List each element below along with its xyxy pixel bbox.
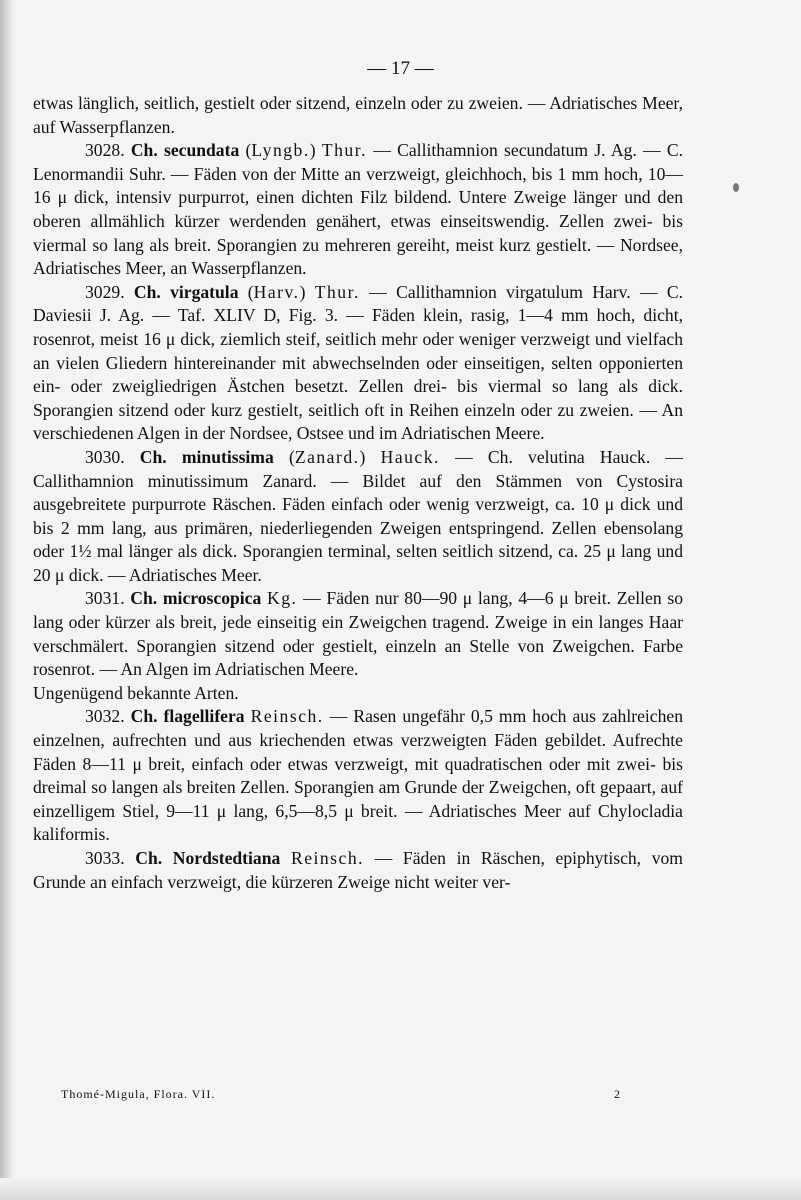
author-abbrev: Reinsch. <box>290 848 365 868</box>
text-run: etwas länglich, seitlich, gestielt oder sitzend, einzeln oder zu zweien. — Adriatisches Meer, auf Wasserpflanzen. <box>33 93 683 137</box>
footer-signature: Thomé-Migula, Flora. VII. <box>61 1087 216 1101</box>
author-abbrev: Thur. <box>321 140 368 161</box>
scan-edge-shadow <box>0 0 14 1200</box>
species-name: Ch. flagellifera <box>130 706 245 727</box>
footer-sheet-number: 2 <box>614 1087 621 1101</box>
page-number: — 17 — <box>367 58 434 79</box>
author-abbrev: Lyngb. <box>251 140 310 161</box>
body-paragraph <box>33 281 683 446</box>
scan-bottom-edge <box>0 1178 801 1200</box>
text-run: ) <box>359 446 381 467</box>
text-run: ) <box>299 281 315 302</box>
text-run: 3033. <box>85 848 136 868</box>
text-run: ( <box>273 446 295 467</box>
body-paragraph <box>33 847 683 894</box>
author-abbrev: Reinsch. <box>250 706 324 727</box>
page-body <box>33 92 683 894</box>
body-paragraph <box>33 705 683 847</box>
text-run: 3030. <box>85 446 140 467</box>
text-run: 3031. <box>85 588 131 609</box>
species-name: Ch. minutissima <box>139 446 274 467</box>
text-run <box>280 848 291 868</box>
body-paragraph <box>33 446 683 588</box>
body-paragraph <box>33 587 683 681</box>
text-run: 3032. <box>85 706 131 727</box>
text-run: — Fäden nur 80—90 μ lang, 4—6 μ breit. Zellen so lang oder kürzer als breit, jede einseitig ein Zweigchen tragend. Zweige in ein langes Haar verschmälert. Sporangien sitzend oder gestielt, einzeln an Stelle von Zweigchen. Farbe rosenrot. — An Algen im Adriatischen Meere. <box>33 588 684 680</box>
species-name: Ch. Nordstedtiana <box>135 848 281 868</box>
text-run: — Rasen ungefähr 0,5 mm hoch aus zahlreichen einzelnen, aufrechten und aus kriechenden etwas verzweigten Fäden gebildet. Aufrechte Fäden 8—11 μ breit, einfach oder etwas verzweigt, mit quadratischen oder mit zwei- bis dreimal so langen als breiten Zellen. Sporangien am Grunde der Zweigchen, oft gepaart, auf einzelligem Stiel, 9—11 μ lang, 6,5—8,5 μ breit. — Adriatisches Meer auf Chylocladia kaliformis. <box>33 706 684 845</box>
species-name: Ch. secundata <box>130 140 240 161</box>
text-run: 3029. <box>85 281 134 302</box>
body-paragraph <box>33 139 683 281</box>
species-name: Ch. virgatula <box>133 281 239 302</box>
text-run: ( <box>238 281 254 302</box>
author-abbrev: Hauck. <box>380 446 440 467</box>
print-speck <box>733 183 739 192</box>
author-abbrev: Kg. <box>267 588 298 609</box>
text-run: ) <box>309 140 322 161</box>
body-paragraph <box>33 92 683 139</box>
text-run: — Callithamnion virgatulum Harv. — C. Daviesii J. Ag. — Taf. XLIV D, Fig. 3. — Fäden klein, rasig, 1—4 mm hoch, dicht, rosenrot, meist 16 μ dick, ziemlich steif, seitlich mehr oder weniger verzweigt und vielfach an vielen Gliedern hintereinander mit abwechselnden oder einseitigen, selten opponierten ein- oder zweigliedrigen Ästchen besetzt. Zellen drei- bis viermal so lang als dick. Sporangien sitzend oder kurz gestielt, seitlich oft in Reihen einzeln oder zu zweien. — An verschiedenen Algen in der Nordsee, Ostsee und im Adriatischen Meere. <box>33 281 683 444</box>
page-footer <box>61 1087 621 1102</box>
text-run: — Callithamnion secundatum J. Ag. — C. Lenormandii Suhr. — Fäden von der Mitte an verzweigt, gleichhoch, bis 1 mm hoch, 10—16 μ dick, intensiv purpurrot, einen dichten Filz bildend. Untere Zweige länger und den oberen allmählich kürzer werdenden genähert, etwas einseitswendig. Zellen zwei- bis viermal so lang als breit. Sporangien zu mehreren gereiht, meist kurz gestielt. — Nordsee, Adriatisches Meer, an Wasserpflanzen. <box>33 140 684 279</box>
author-abbrev: Zanard. <box>294 446 360 467</box>
species-name: Ch. microscopica <box>130 588 262 609</box>
text-run: — Ch. velutina Hauck. — Callithamnion minutissimum Zanard. — Bildet auf den Stämmen von Cystosira ausgebreitete purpurrote Räschen. Fäden einfach oder wenig verzweigt, ca. 10 μ dick und bis 2 mm lang, aus primären, niederliegenden Zweigen entspringend. Zellen ebensolang oder 1½ mal länger als dick. Sporangien terminal, selten seitlich sitzend, ca. 25 μ lang und 20 μ dick. — Adriatisches Meer. <box>33 446 684 585</box>
text-run: — Fäden in Räschen, epiphytisch, vom Grunde an einfach verzweigt, die kürzeren Zweige nicht weiter ver- <box>33 848 683 892</box>
author-abbrev: Harv. <box>253 281 300 302</box>
text-run: 3028. <box>85 140 131 161</box>
section-heading: Ungenügend bekannte Arten. <box>33 682 239 703</box>
author-abbrev: Thur. <box>314 281 360 302</box>
text-run: ( <box>239 140 252 161</box>
